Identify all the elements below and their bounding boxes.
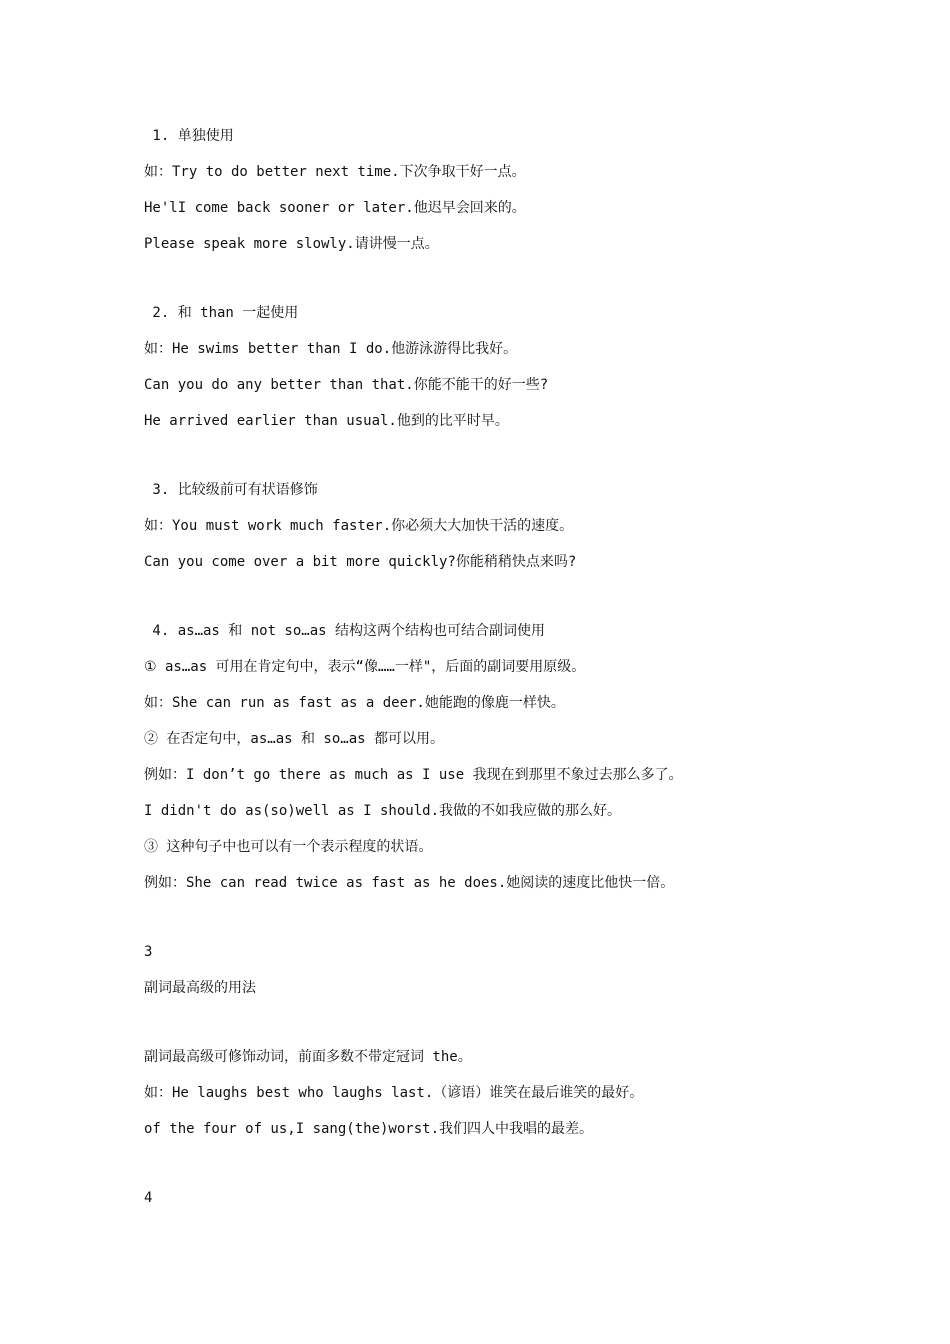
example-line: 如：He swims better than I do.他游泳游得比我好。 xyxy=(144,341,518,357)
rule-line: ③ 这种句子中也可以有一个表示程度的状语。 xyxy=(144,839,433,855)
rule-line: ① as…as 可用在肯定句中，表示“像……一样"，后面的副词要用原级。 xyxy=(144,659,586,675)
section-title: 副词最高级的用法 xyxy=(144,980,256,996)
example-line: 如：She can run as fast as a deer.她能跑的像鹿一样快。 xyxy=(144,695,565,711)
section-heading-1: 1. 单独使用 xyxy=(144,128,234,144)
example-line: I didn't do as(so)well as I should.我做的不如我应做的那么好。 xyxy=(144,803,622,819)
example-line: 例如：She can read twice as fast as he does.她阅读的速度比他快一倍。 xyxy=(144,875,675,891)
section-heading-2: 2. 和 than 一起使用 xyxy=(144,305,299,321)
example-line: 如：He laughs best who laughs last.（谚语）谁笑在最后谁笑的最好。 xyxy=(144,1085,644,1101)
rule-line: ② 在否定句中，as…as 和 so…as 都可以用。 xyxy=(144,731,445,747)
example-line: 如：Try to do better next time.下次争取干好一点。 xyxy=(144,164,526,180)
section-number: 4 xyxy=(144,1190,153,1206)
example-line: 例如：I don’t go there as much as I use 我现在到那里不象过去那么多了。 xyxy=(144,767,683,783)
example-line: of the four of us,I sang(the)worst.我们四人中我唱的最差。 xyxy=(144,1121,594,1137)
section-heading-4: 4. as…as 和 not so…as 结构这两个结构也可结合副词使用 xyxy=(144,623,546,639)
rule-line: 副词最高级可修饰动词，前面多数不带定冠词 the。 xyxy=(144,1049,472,1065)
example-line: Can you do any better than that.你能不能干的好一些? xyxy=(144,377,549,393)
example-line: 如：You must work much faster.你必须大大加快干活的速度。 xyxy=(144,518,574,534)
example-line: Can you come over a bit more quickly?你能稍稍快点来吗? xyxy=(144,554,577,570)
example-line: Please speak more slowly.请讲慢一点。 xyxy=(144,236,439,252)
section-heading-3: 3. 比较级前可有状语修饰 xyxy=(144,482,318,498)
example-line: He'lI come back sooner or later.他迟早会回来的。 xyxy=(144,200,526,216)
example-line: He arrived earlier than usual.他到的比平时早。 xyxy=(144,413,509,429)
section-number: 3 xyxy=(144,944,153,960)
